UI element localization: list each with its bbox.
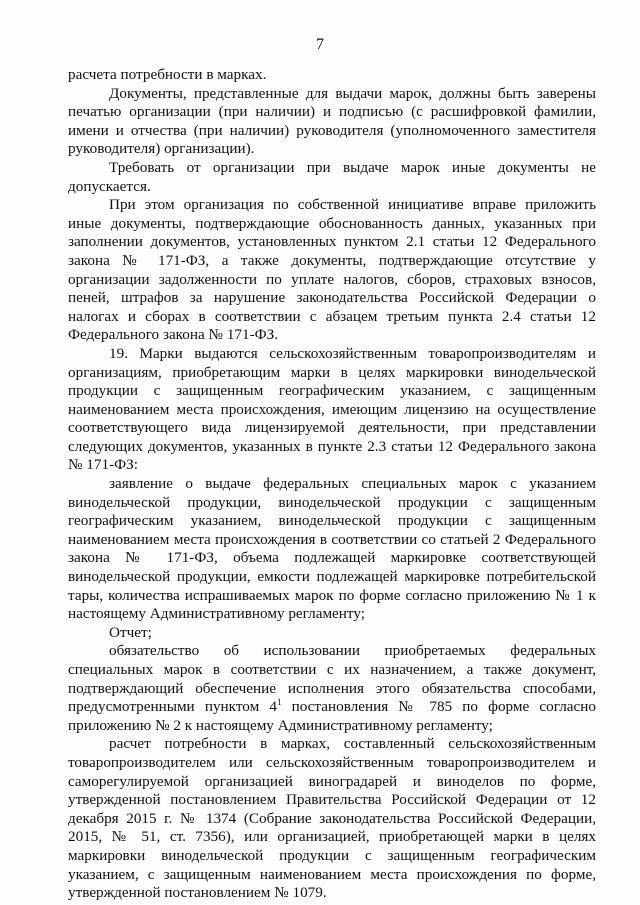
superscript: 1 bbox=[276, 697, 282, 708]
paragraph-other-documents-prohibited: Требовать от организации при выдаче марок иные документы не допускается. bbox=[68, 158, 596, 195]
paragraph-obligation bbox=[68, 642, 596, 735]
paragraph-documents-certified: Документы, представленные для выдачи марок, должны быть заверены печатью организации (при наличии) и подписью (с расшифровкой фамилии, имени и отчества (при наличии) руководителя (уполномоченного заместителя руководителя) организации). bbox=[68, 84, 596, 158]
paragraph-calculation: расчет потребности в марках, составленный сельскохозяйственным товаропроизводителем или сельскохозяйственным товаропроизводителем и саморегулируемой организацией виноградарей и виноделов по форме, утвержденной постановлением Правительства Российской Федерации от 12 декабря 2015 г. № 1374 (Собрание законодательства Российской Федерации, 2015, № 51, ст. 7356), или организацией, приобретающей марки в целях маркировки винодельческой продукции с защищенным географическим указанием, с защищенным наименованием места происхождения по форме, утвержденной постановлением № 1079. bbox=[68, 735, 596, 902]
page-number: 7 bbox=[316, 36, 324, 53]
paragraph-report: Отчет; bbox=[109, 623, 152, 641]
paragraph-application: заявление о выдаче федеральных специальных марок с указанием винодельческой продукции, винодельческой продукции с защищенным географическим указанием, винодельческой продукции с защищенным наименованием места происхождения в соответствии со статьей 2 Федерального закона № 171-ФЗ, объема подлежащей маркировке соответствующей винодельческой продукции, емкости подлежащей маркировке потребительской тары, количества испрашиваемых марок по форме согласно приложению № 1 к настоящему Административному регламенту; bbox=[68, 475, 596, 623]
paragraph-optional-documents: При этом организация по собственной инициативе вправе приложить иные документы, подтверждающие обоснованность данных, указанных при заполнении документов, установленных пунктом 2.1 статьи 12 Федерального закона № 171-ФЗ, а также документы, подтверждающие отсутствие у организации задолженности по уплате налогов, сборов, страховых взносов, пеней, штрафов за нарушение законодательства Российской Федерации о налогах и сборах в соответствии с абзацем третьим пункта 2.4 статьи 12 Федерального закона № 171-ФЗ. bbox=[68, 196, 596, 344]
paragraph-item-19: 19. Марки выдаются сельскохозяйственным товаропроизводителям и организациям, приобретающим марки в целях маркировки винодельческой продукции с защищенным географическим указанием, с защищенным наименованием места происхождения, имеющим лицензию на осуществление соответствующего вида лицензируемой деятельности, при представлении следующих документов, указанных в пункте 2.3 статьи 12 Федерального закона № 171-ФЗ: bbox=[68, 344, 596, 474]
obligation-text-before: обязательство об использовании приобретаемых федеральных специальных марок в соответствии с их назначением, а также документ, подтверждающий обеспечение исполнения этого обязательства способами, предусмотренными пунктом 4 bbox=[68, 642, 596, 716]
document-body bbox=[68, 66, 596, 903]
paragraph-continuation: расчета потребности в марках. bbox=[68, 66, 267, 83]
obligation-text-after: постановления № 785 по форме согласно приложению № 2 к настоящему Административному регламенту; bbox=[68, 698, 596, 734]
